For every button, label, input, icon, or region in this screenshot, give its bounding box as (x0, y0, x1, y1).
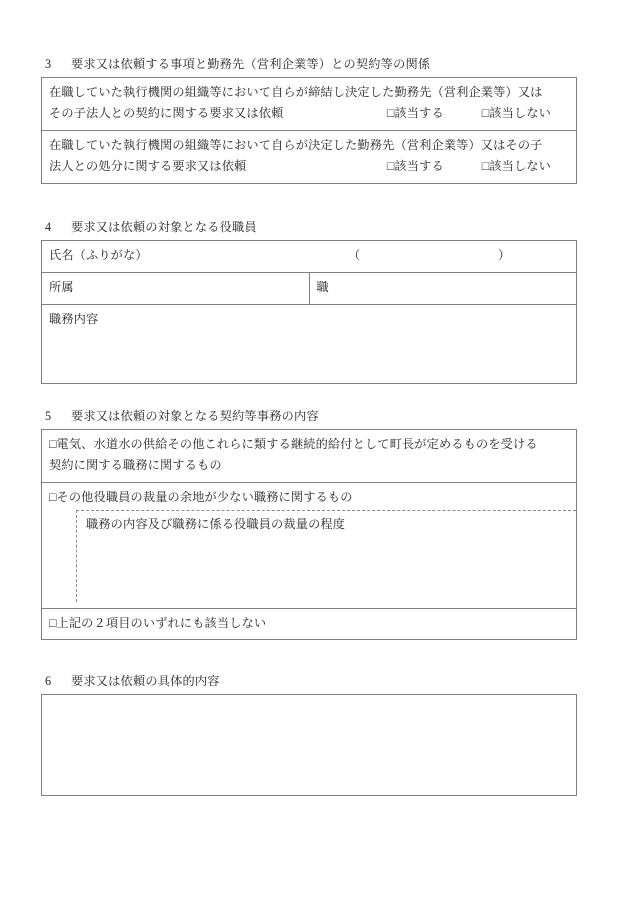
name-field-cell[interactable] (42, 241, 577, 273)
section-5-option-3-cell[interactable] (42, 609, 577, 640)
section-3-row-1-line-1: 在職していた執行機関の組織等において自らが締結し決定した勤務先（営利企業等）又は (49, 85, 543, 99)
section-5-option-3-label: □上記の２項目のいずれにも該当しない (49, 616, 267, 630)
post-cell[interactable] (309, 273, 577, 305)
section-3-row-2-checkbox-applicable[interactable]: □該当する (386, 159, 444, 173)
duties-cell[interactable] (42, 305, 577, 384)
section-3-row-1-cell (42, 78, 577, 131)
furigana-paren-close: ） (498, 248, 511, 262)
section-5 (41, 408, 577, 640)
furigana-paren-open: （ (348, 248, 361, 262)
post-label: 職 (316, 280, 329, 294)
section-3-row-1-line-2: その子法人との契約に関する要求又は依頼 (49, 106, 284, 120)
section-6-table (41, 694, 577, 796)
section-4-title: 要求又は依頼の対象となる役職員 (71, 220, 257, 234)
section-4-table (41, 240, 577, 384)
section-4-number: 4 (45, 220, 52, 234)
table-row (42, 131, 577, 184)
section-5-number: 5 (45, 409, 52, 423)
section-5-option-1-line-1: □電気、水道水の供給その他これらに類する継続的給付として町長が定めるものを受ける (49, 437, 538, 451)
name-label: 氏名（ふりがな） (49, 248, 148, 262)
section-3-row-2-cell (42, 131, 577, 184)
section-5-table (41, 429, 577, 640)
section-3 (41, 56, 577, 184)
section-6-value (42, 695, 576, 804)
section-5-heading (41, 408, 577, 425)
section-3-number: 3 (45, 57, 52, 71)
table-row (42, 78, 577, 131)
section-4 (41, 219, 577, 384)
duties-label: 職務内容 (49, 312, 99, 326)
section-5-option-2-cell[interactable] (42, 483, 577, 609)
affiliation-cell[interactable] (42, 273, 310, 305)
section-6-content-cell[interactable] (42, 695, 577, 796)
section-6-title: 要求又は依頼の具体的内容 (71, 674, 220, 688)
section-5-title: 要求又は依頼の対象となる契約等事務の内容 (71, 409, 319, 423)
section-3-row-2-checkbox-not-applicable[interactable]: □該当しない (481, 159, 551, 173)
section-3-row-1-checkbox-applicable[interactable]: □該当する (386, 106, 444, 120)
affiliation-label: 所属 (49, 280, 74, 294)
section-3-row-2-line-1: 在職していた執行機関の組織等において自らが決定した勤務先（営利企業等）又はその子 (49, 138, 543, 152)
section-4-heading (41, 219, 577, 236)
section-3-table (41, 77, 577, 184)
section-3-title: 要求又は依頼する事項と勤務先（営利企業等）との契約等の関係 (71, 57, 431, 71)
section-3-row-2-line-2: 法人との処分に関する要求又は依頼 (49, 159, 247, 173)
table-row (42, 430, 577, 483)
section-5-option-2-detail-box[interactable] (76, 510, 576, 602)
section-5-option-2-detail-label: 職務の内容及び職務に係る役職員の裁量の程度 (86, 517, 346, 531)
section-3-heading (41, 56, 577, 73)
table-row (42, 305, 577, 384)
section-5-option-1-cell[interactable] (42, 430, 577, 483)
section-6-heading (41, 673, 577, 690)
table-row (42, 241, 577, 273)
table-row (42, 483, 577, 609)
table-row (42, 695, 577, 796)
section-3-row-1-checkbox-not-applicable[interactable]: □該当しない (481, 106, 551, 120)
section-5-option-2-label: □その他役職員の裁量の余地が少ない職務に関するもの (49, 490, 353, 504)
section-6 (41, 673, 577, 796)
section-6-number: 6 (45, 674, 52, 688)
table-row (42, 273, 577, 305)
section-5-option-1-line-2: 契約に関する職務に関するもの (49, 458, 222, 472)
table-row (42, 609, 577, 640)
